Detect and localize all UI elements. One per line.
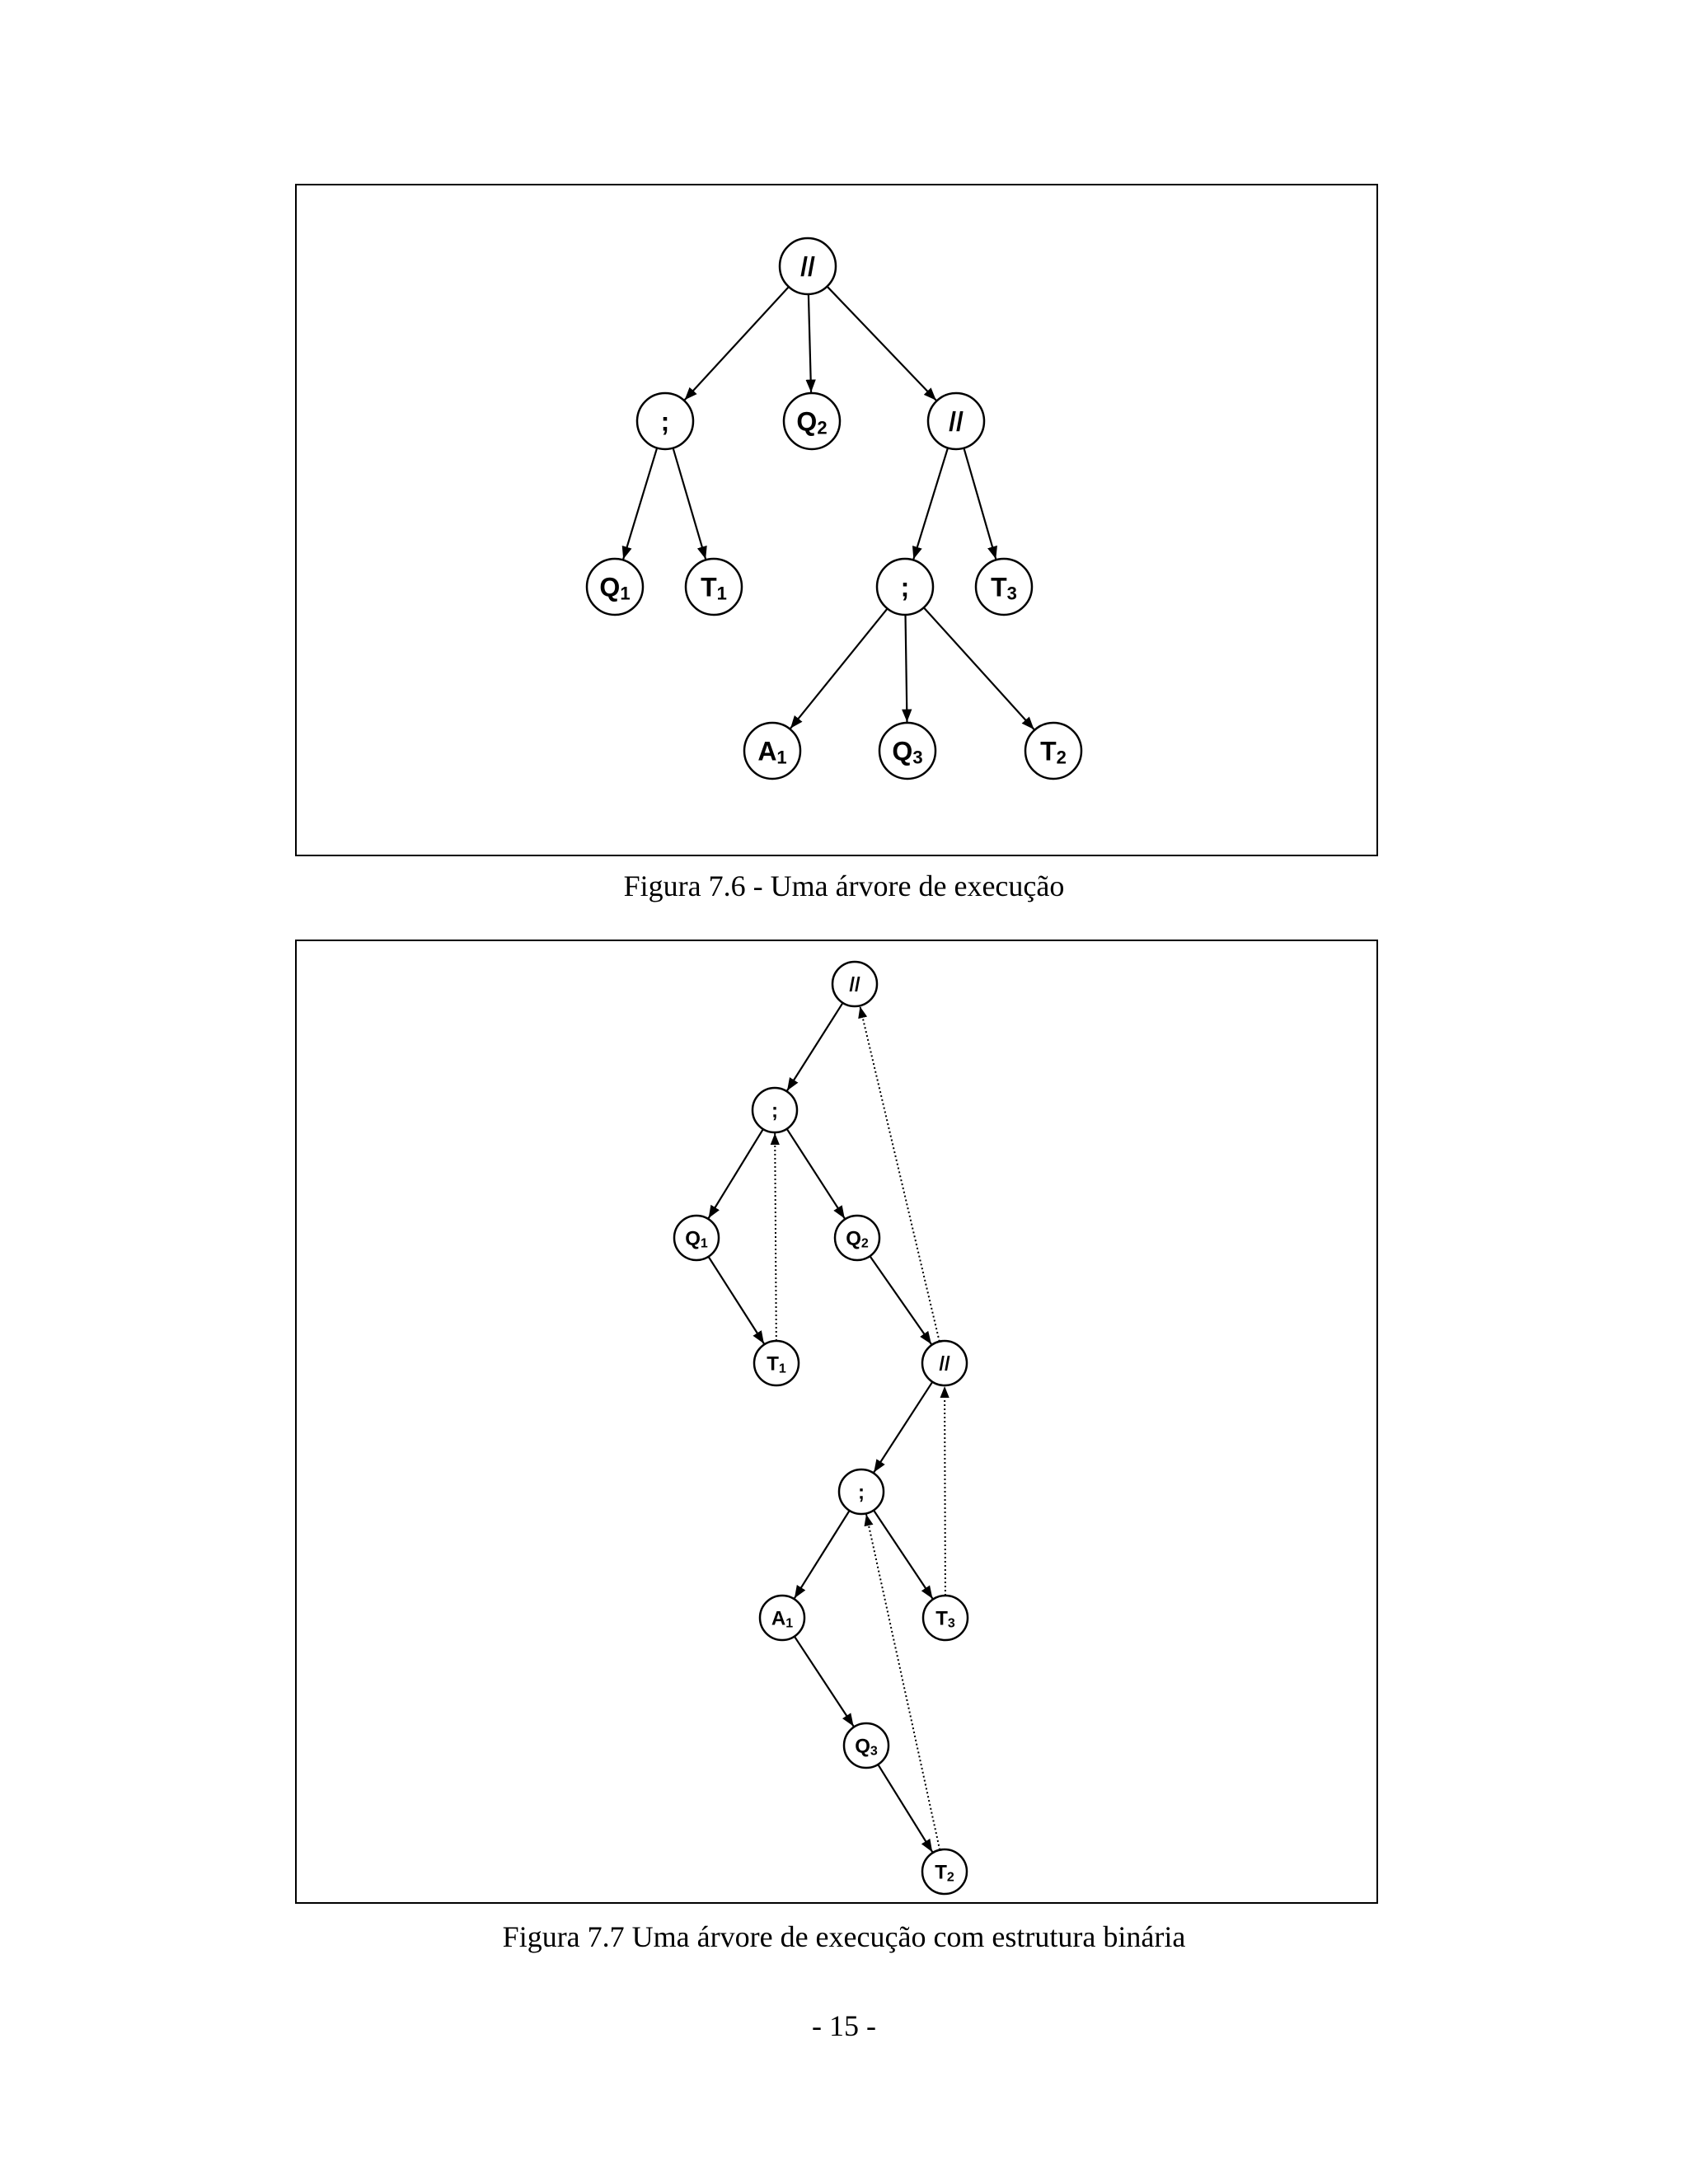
node-label: Q2 [796, 406, 828, 438]
edge-m7-to-m9 [874, 1510, 932, 1598]
tree-node-n1 [780, 238, 836, 294]
node-label: T2 [1040, 736, 1067, 768]
tree-node-m2 [753, 1088, 797, 1132]
execution-tree-diagram [297, 185, 1380, 858]
node-label: Q1 [685, 1227, 708, 1251]
figure-7-7-caption: Figura 7.7 Uma árvore de execução com estrutura binária [502, 1920, 1186, 1953]
edge-m7-to-m8 [795, 1511, 850, 1598]
edge-m2-to-m3 [709, 1129, 763, 1218]
node-label: T2 [935, 1861, 954, 1885]
tree-node-n7 [877, 559, 933, 615]
edge-n1-to-n2 [685, 287, 789, 400]
node-label: // [849, 973, 860, 996]
edge-m2-to-m4 [787, 1129, 845, 1219]
node-label: A1 [771, 1607, 794, 1631]
node-label: T1 [701, 572, 727, 604]
figure-7-6-caption: Figura 7.6 - Uma árvore de execução [623, 869, 1065, 902]
edge-n7-to-n10 [906, 615, 907, 722]
edge-n1-to-n3 [809, 294, 811, 392]
tree-node-m3 [674, 1216, 719, 1260]
edge-n7-to-n9 [790, 608, 888, 728]
tree-node-n4 [928, 393, 984, 449]
edge-n1-to-n4 [828, 287, 936, 401]
edge-m8-to-m10 [795, 1637, 854, 1727]
dotted-edge-m11-to-m7 [866, 1514, 940, 1849]
node-label: ; [858, 1481, 865, 1504]
dotted-edge-m5-to-m2 [775, 1133, 776, 1341]
tree-node-m10 [844, 1723, 889, 1768]
tree-node-n10 [879, 723, 935, 779]
tree-node-m9 [923, 1596, 968, 1640]
page-number: - 15 - [812, 2009, 876, 2042]
edge-m6-to-m7 [874, 1382, 932, 1473]
node-label: T3 [935, 1607, 955, 1631]
tree-node-n3 [784, 393, 840, 449]
tree-node-n11 [1025, 723, 1081, 779]
edge-n7-to-n11 [924, 607, 1034, 729]
edge-n2-to-n5 [623, 448, 657, 560]
edge-m1-to-m2 [787, 1003, 843, 1091]
figure-7-6-frame [295, 184, 1378, 856]
node-label: // [800, 251, 815, 282]
edge-n4-to-n8 [964, 448, 996, 560]
node-label: ; [660, 406, 670, 437]
tree-node-n6 [686, 559, 742, 615]
tree-node-n9 [744, 723, 800, 779]
edge-n4-to-n7 [913, 448, 948, 559]
node-label: Q3 [892, 736, 923, 768]
tree-node-m11 [922, 1849, 967, 1894]
edge-m10-to-m11 [878, 1765, 932, 1852]
node-label: T1 [767, 1352, 786, 1376]
tree-node-m6 [922, 1341, 967, 1385]
figure-7-7-frame [295, 940, 1378, 1904]
tree-node-n5 [587, 559, 643, 615]
binary-execution-tree-diagram [297, 941, 1380, 1905]
tree-node-n8 [976, 559, 1032, 615]
node-label: Q2 [846, 1227, 869, 1251]
tree-node-m4 [835, 1216, 879, 1260]
node-label: ; [771, 1099, 778, 1122]
edge-n2-to-n6 [673, 448, 706, 560]
tree-node-m1 [832, 962, 877, 1006]
dotted-edge-m6-to-m1 [860, 1006, 939, 1341]
tree-node-m7 [839, 1469, 884, 1514]
node-label: T3 [991, 572, 1017, 604]
node-label: ; [900, 572, 910, 602]
node-label: A1 [757, 736, 787, 768]
edge-m3-to-m5 [709, 1257, 764, 1344]
node-label: Q3 [855, 1735, 878, 1759]
tree-node-n2 [637, 393, 693, 449]
node-label: // [939, 1352, 950, 1376]
node-label: // [949, 406, 964, 437]
node-label: Q1 [599, 572, 631, 604]
tree-node-m8 [760, 1596, 804, 1640]
tree-node-m5 [754, 1341, 799, 1385]
